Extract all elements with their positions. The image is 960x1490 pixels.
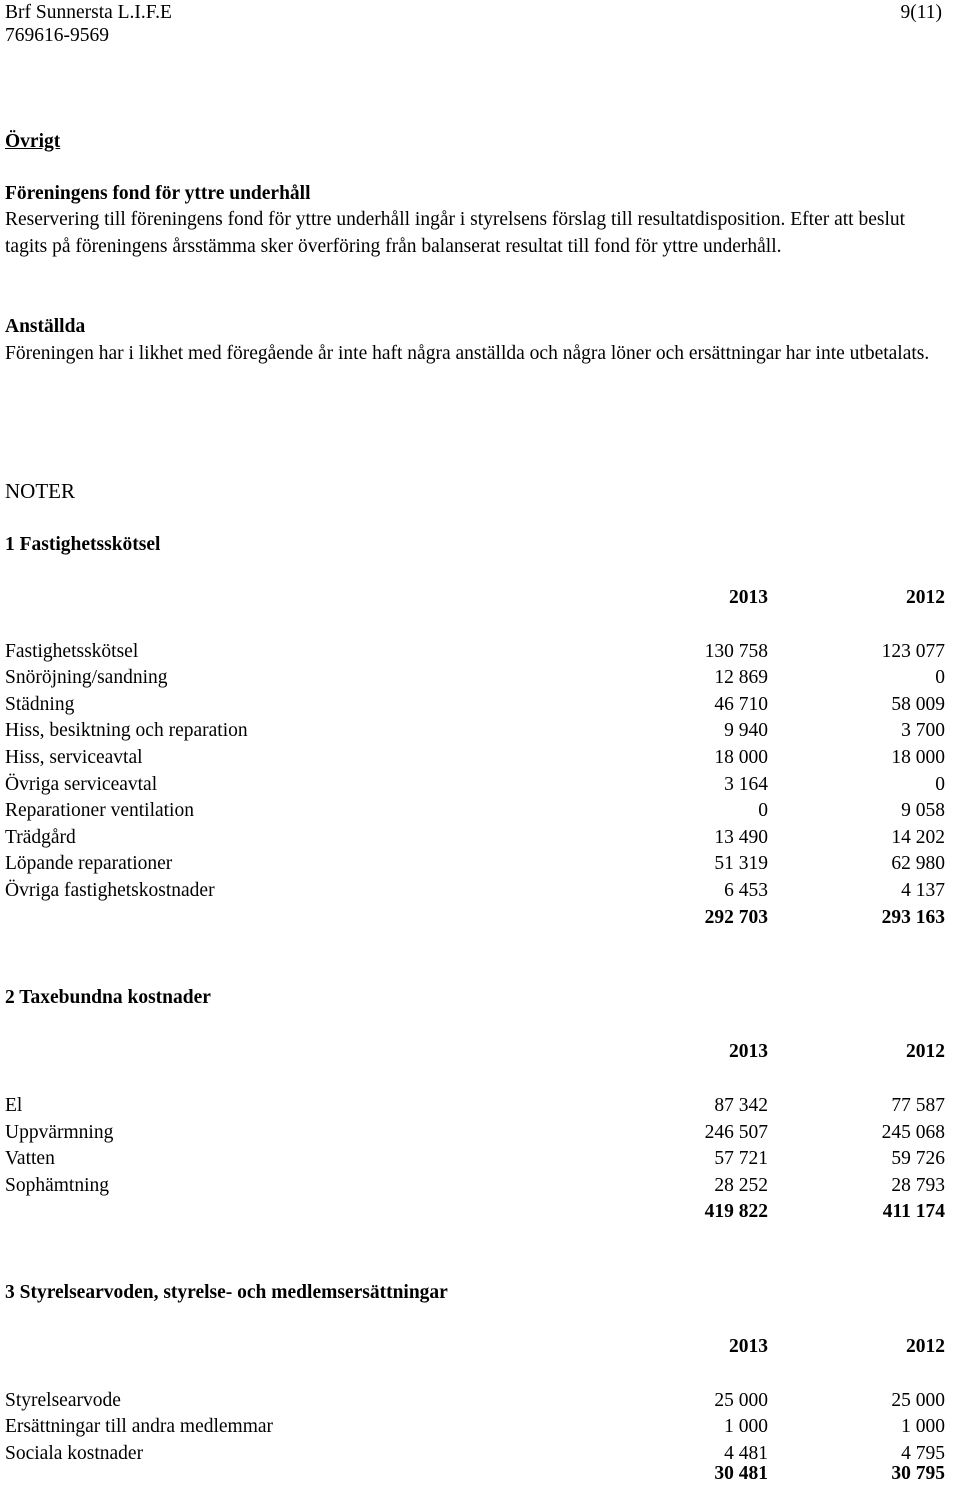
value-2012: 4 137: [901, 880, 945, 901]
year-header-row: [5, 1039, 945, 1066]
row-label: Hiss, serviceavtal: [5, 747, 143, 768]
row-label: Städning: [5, 693, 75, 715]
value-2012: 4 795: [901, 1442, 945, 1464]
note-title: 3 Styrelsearvoden, styrelse- och medlemsersättningar: [5, 1282, 448, 1303]
value-2013: 246 507: [704, 1121, 768, 1143]
paragraph-anstallda: Föreningen har i likhet med föregående år inte haft några anställda och några löner och ersättningar har inte utbetalats.: [5, 343, 930, 364]
paragraph-fond: Reservering till föreningens fond för yttre underhåll ingår i styrelsens förslag till resultatdisposition. Efter att beslut tagits på föreningens årsstämma sker överföring från balanserat resultat till fond för yttre underhåll.: [5, 209, 906, 257]
total-2012: 30 795: [891, 1463, 945, 1484]
table-row: [5, 1120, 945, 1147]
table-row: [5, 1146, 945, 1173]
row-label: Övriga serviceavtal: [5, 773, 158, 795]
year-header: 2012: [906, 1336, 945, 1357]
value-2013: 18 000: [714, 747, 768, 768]
row-label: Snöröjning/sandning: [5, 667, 168, 689]
value-2012: 58 009: [891, 693, 945, 715]
total-2013: 30 481: [714, 1463, 768, 1484]
total-2013: 292 703: [704, 906, 768, 928]
year-header: 2012: [906, 587, 945, 608]
value-2013: 0: [758, 800, 768, 822]
table-row: [5, 718, 945, 745]
value-2012: 0: [935, 773, 945, 795]
total-row: [5, 1461, 945, 1488]
value-2012: 77 587: [891, 1095, 945, 1116]
note-title: 2 Taxebundna kostnader: [5, 987, 211, 1008]
total-row: [5, 1199, 945, 1226]
value-2013: 28 252: [714, 1174, 768, 1196]
year-header: 2013: [729, 587, 768, 608]
table-row: [5, 692, 945, 719]
value-2012: 1 000: [901, 1416, 945, 1438]
row-label: Hiss, besiktning och reparation: [5, 720, 248, 742]
value-2013: 6 453: [724, 880, 768, 901]
organization-number: 769616-9569: [5, 25, 109, 46]
total-2012: 293 163: [881, 906, 945, 928]
value-2012: 62 980: [891, 853, 945, 875]
table-row: [5, 851, 945, 878]
table-row: [5, 1093, 945, 1120]
value-2012: 59 726: [891, 1148, 945, 1170]
note-title: 1 Fastighetsskötsel: [5, 534, 161, 555]
total-row: [5, 905, 945, 932]
row-label: Fastighetsskötsel: [5, 640, 139, 662]
row-label: Sociala kostnader: [5, 1442, 144, 1464]
value-2012: 123 077: [881, 640, 945, 662]
value-2012: 28 793: [891, 1174, 945, 1196]
row-label: Uppvärmning: [5, 1121, 114, 1143]
value-2013: 3 164: [724, 773, 768, 795]
subheading-fond: Föreningens fond för yttre underhåll: [5, 183, 311, 204]
table-row: [5, 1388, 945, 1415]
value-2013: 51 319: [714, 853, 768, 875]
total-2013: 419 822: [704, 1201, 768, 1223]
value-2013: 87 342: [714, 1095, 768, 1116]
row-label: Sophämtning: [5, 1174, 110, 1196]
section-title-ovrigt: Övrigt: [5, 131, 61, 152]
table-row: [5, 878, 945, 905]
row-label: Ersättningar till andra medlemmar: [5, 1416, 274, 1438]
table-row: [5, 1414, 945, 1441]
value-2013: 46 710: [714, 693, 768, 715]
table-row: [5, 798, 945, 825]
page-number: 9(11): [900, 2, 942, 23]
value-2012: 14 202: [891, 826, 945, 848]
value-2013: 13 490: [714, 826, 768, 848]
table-row: [5, 639, 945, 666]
value-2012: 9 058: [901, 800, 945, 822]
row-label: Övriga fastighetskostnader: [5, 880, 215, 901]
table-row: [5, 745, 945, 772]
row-label: El: [5, 1095, 23, 1116]
subheading-anstallda: Anställda: [5, 316, 86, 337]
value-2013: 4 481: [724, 1442, 768, 1464]
row-label: Styrelsearvode: [5, 1389, 121, 1411]
table-row: [5, 772, 945, 799]
table-row: [5, 825, 945, 852]
organization-name: Brf Sunnersta L.I.F.E: [5, 2, 172, 23]
row-label: Vatten: [5, 1148, 55, 1170]
total-2012: 411 174: [882, 1201, 945, 1223]
table-row: [5, 665, 945, 692]
row-label: Reparationer ventilation: [5, 800, 194, 822]
value-2013: 130 758: [704, 640, 768, 662]
value-2012: 3 700: [901, 720, 945, 742]
value-2012: 0: [935, 667, 945, 689]
year-header-row: [5, 1334, 945, 1361]
value-2013: 9 940: [724, 720, 768, 742]
year-header: 2013: [729, 1336, 768, 1357]
table-row: [5, 1173, 945, 1200]
value-2012: 245 068: [881, 1121, 945, 1143]
year-header: 2013: [729, 1041, 768, 1062]
value-2013: 1 000: [724, 1416, 768, 1438]
value-2013: 25 000: [714, 1389, 768, 1411]
year-header: 2012: [906, 1041, 945, 1062]
value-2012: 18 000: [891, 747, 945, 768]
row-label: Trädgård: [5, 826, 76, 848]
noter-heading: NOTER: [5, 479, 75, 503]
year-header-row: [5, 585, 945, 612]
row-label: Löpande reparationer: [5, 853, 173, 875]
value-2013: 12 869: [714, 667, 768, 689]
value-2012: 25 000: [891, 1389, 945, 1411]
value-2013: 57 721: [714, 1148, 768, 1170]
